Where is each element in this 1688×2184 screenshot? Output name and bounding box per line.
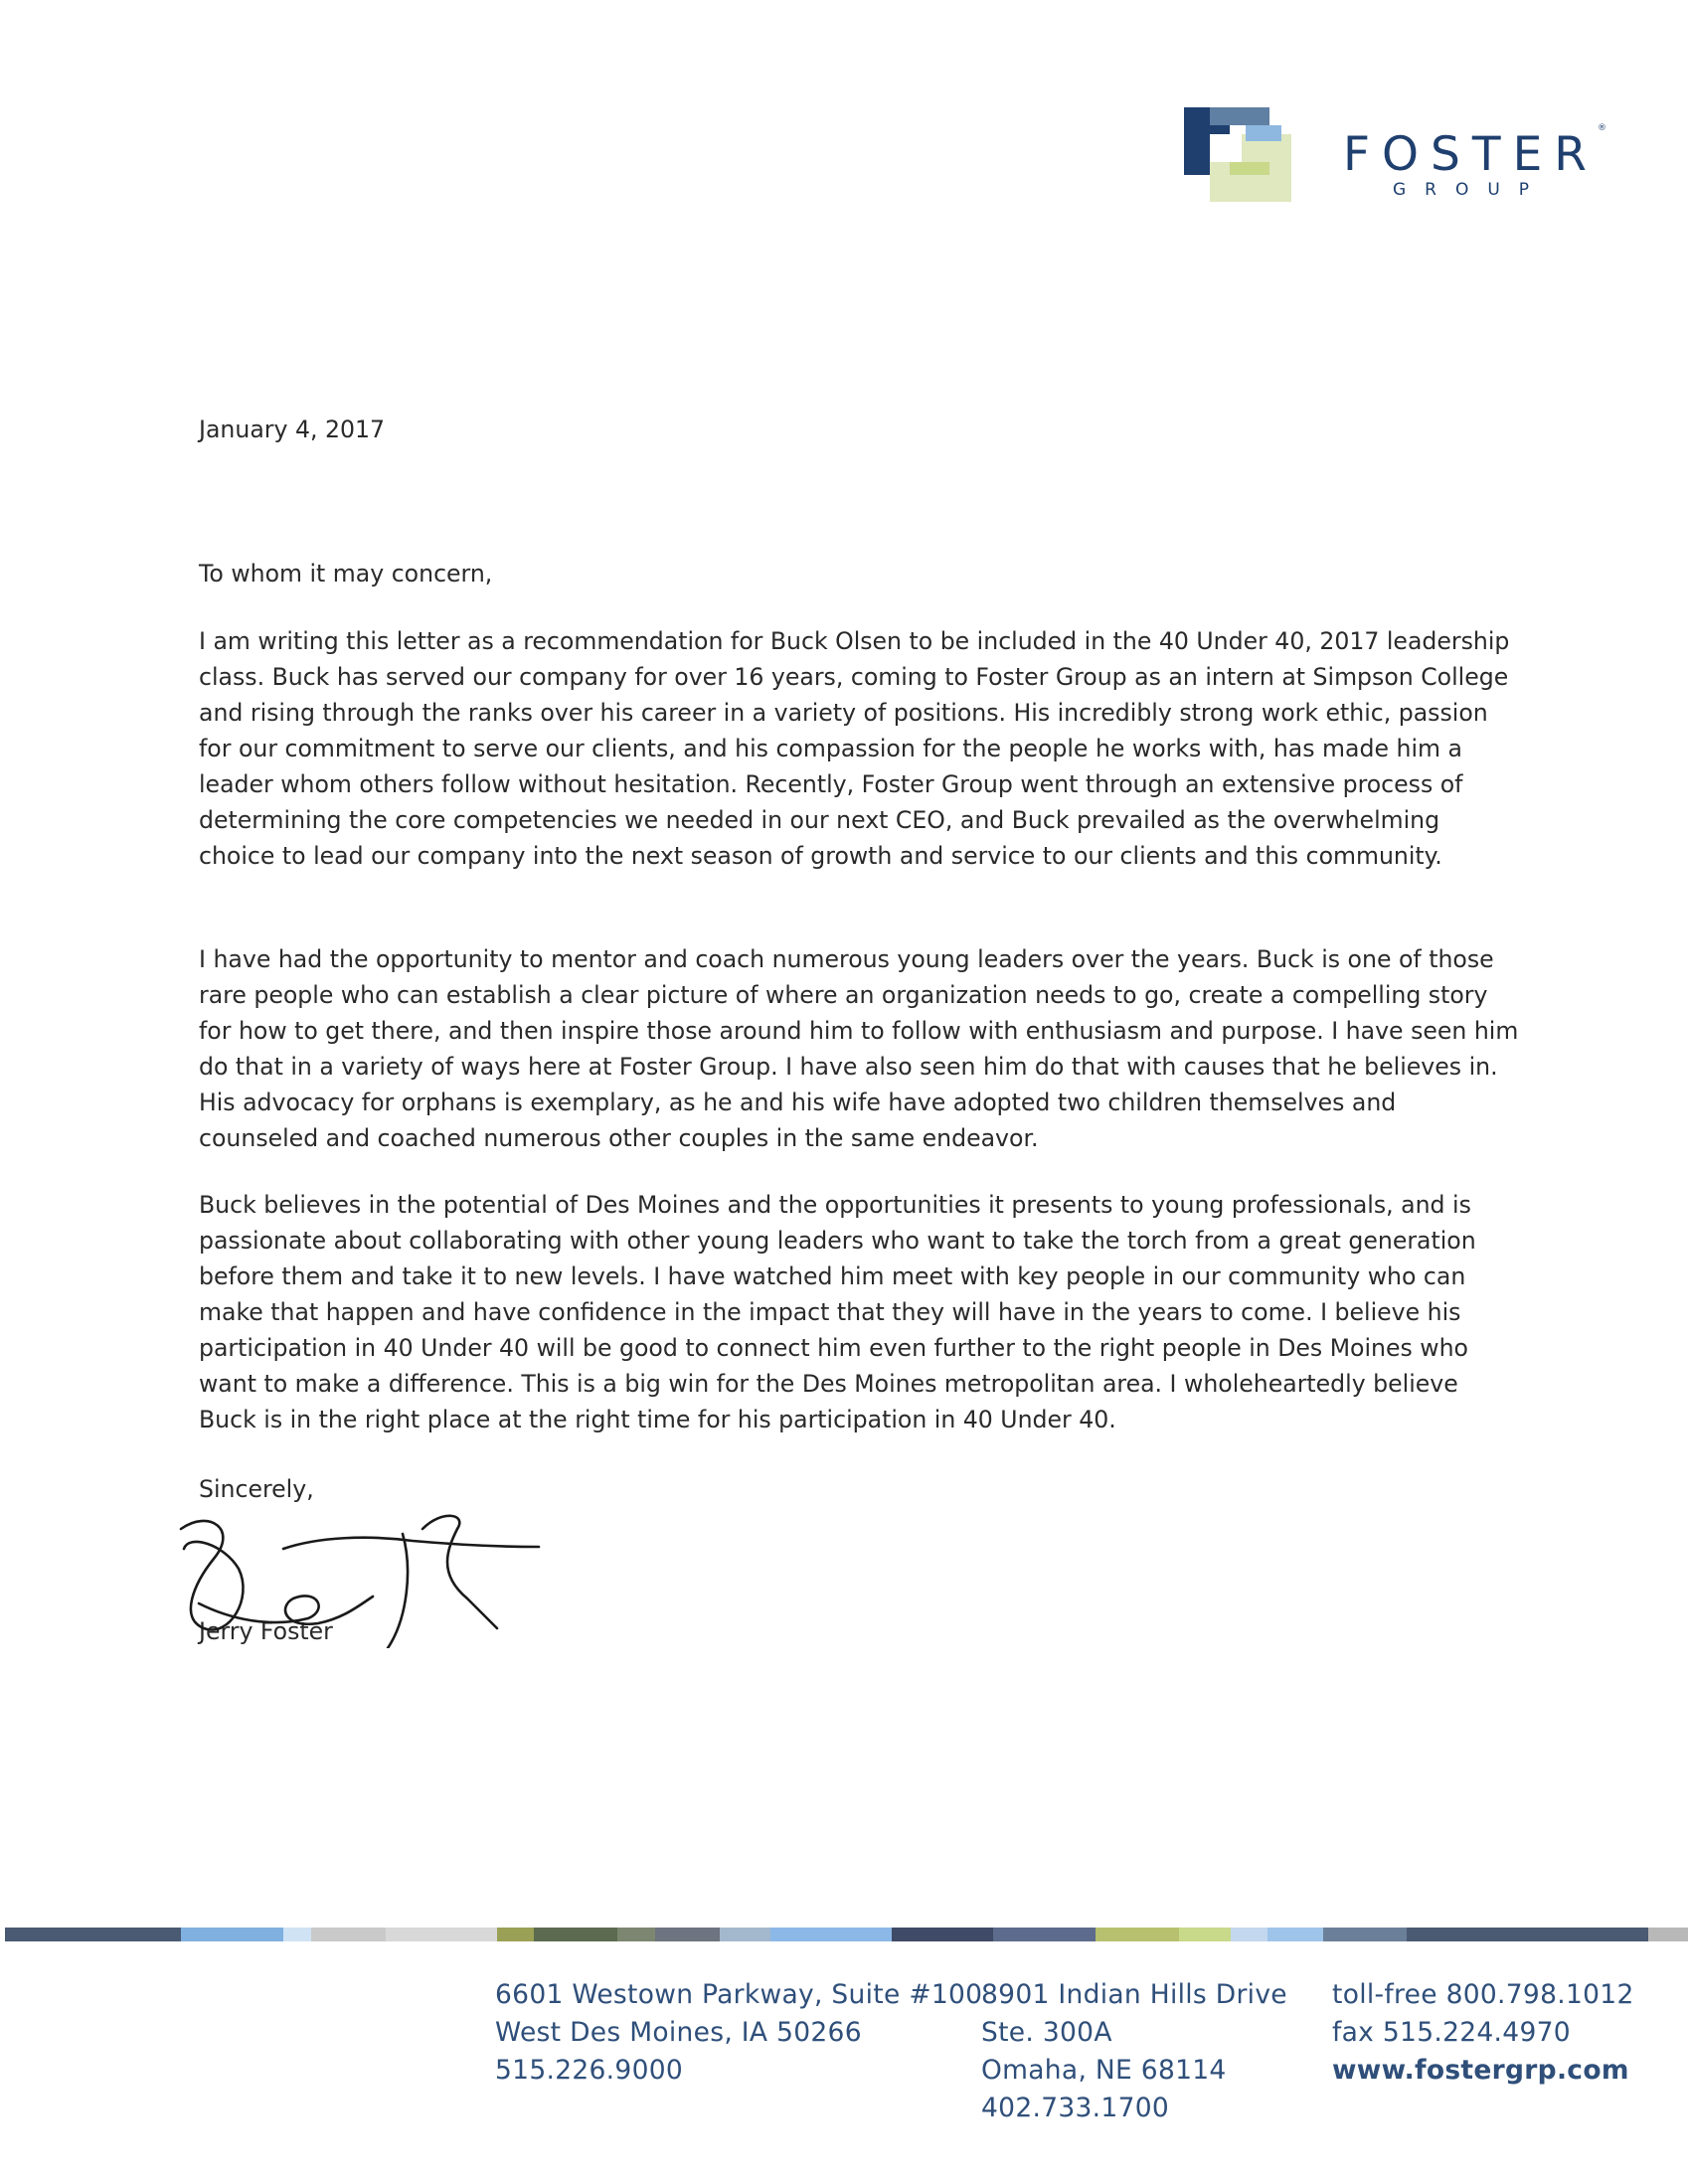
footer-line: Ste. 300A (981, 2017, 1112, 2048)
color-bar-segment (720, 1928, 770, 1941)
footer-tollfree: toll-free 800.798.1012 (1332, 1979, 1634, 2010)
registered-mark: ® (1598, 123, 1606, 133)
color-bar-segment (5, 1928, 181, 1941)
color-bar-segment (283, 1928, 311, 1941)
footer-office-west-des-moines (495, 1976, 982, 2090)
letter-closing: Sincerely, (199, 1475, 314, 1503)
logo-mark-icon (1184, 107, 1291, 202)
color-bar-segment (617, 1928, 654, 1941)
color-bar-segment (655, 1928, 720, 1941)
color-bar-segment (770, 1928, 891, 1941)
logo-wordmark: FOSTER (1343, 127, 1599, 182)
color-bar-segment (892, 1928, 994, 1941)
footer-fax: fax 515.224.4970 (1332, 2017, 1571, 2048)
letter-paragraph-3: Buck believes in the potential of Des Moines and the opportunities it presents to young professionals, and is passionate about collaborating with other young leaders who want to take the torch from a great generation before them and take it to new levels. I have watched him meet with key people in our community who can make that happen and have confidence in the impact that they will have in the years to come. I believe his participation in 40 Under 40 will be good to connect him even further to the right people in Des Moines who want to make a difference. This is a big win for the Des Moines metropolitan area. I wholeheartedly believe Buck is in the right place at the right time for his participation in 40 Under 40. (199, 1191, 1476, 1433)
color-bar-segment (181, 1928, 283, 1941)
footer-office-omaha (981, 1976, 1287, 2127)
footer-contact (1332, 1976, 1634, 2090)
color-bar-segment (1323, 1928, 1407, 1941)
footer-line: 8901 Indian Hills Drive (981, 1979, 1287, 2010)
footer-website-link[interactable]: www.fostergrp.com (1332, 2055, 1629, 2086)
color-bar-segment (1096, 1928, 1179, 1941)
company-logo (1184, 107, 1606, 202)
letter-salutation: To whom it may concern, (199, 560, 493, 588)
color-bar-segment (1179, 1928, 1230, 1941)
footer-color-bar (5, 1928, 1688, 1941)
footer-line: 402.733.1700 (981, 2093, 1170, 2123)
color-bar-segment (1407, 1928, 1648, 1941)
footer-line: 515.226.9000 (495, 2055, 684, 2086)
color-bar-segment (386, 1928, 497, 1941)
footer-line: 6601 Westown Parkway, Suite #100 (495, 1979, 983, 2010)
letter-paragraph-1: I am writing this letter as a recommendation for Buck Olsen to be included in the 40 Under 40, 2017 leadership class. Buck has served our company for over 16 years, coming to Foster Group as an intern at Simpson College and rising through the ranks over his career in a variety of positions. His incredibly strong work ethic, passion for our commitment to serve our clients, and his compassion for the people he works with, has made him a leader whom others follow without hesitation. Recently, Foster Group went through an extensive process of determining the core competencies we needed in our next CEO, and Buck prevailed as the overwhelming choice to lead our company into the next season of growth and service to our clients and this community. (199, 627, 1510, 870)
handwritten-signature (169, 1489, 547, 1648)
color-bar-segment (497, 1928, 534, 1941)
color-bar-segment (311, 1928, 386, 1941)
footer-line: Omaha, NE 68114 (981, 2055, 1227, 2086)
letter-date: January 4, 2017 (199, 416, 385, 443)
color-bar-segment (1648, 1928, 1688, 1941)
color-bar-segment (1231, 1928, 1267, 1941)
footer-line: West Des Moines, IA 50266 (495, 2017, 862, 2048)
logo-subtitle: GROUP (1393, 180, 1549, 200)
color-bar-segment (1267, 1928, 1323, 1941)
letter-paragraph-2: I have had the opportunity to mentor and coach numerous young leaders over the years. Buck is one of those rare people who can establish a clear picture of where an organization needs to go, create a compelling story for how to get there, and then inspire those around him to follow with enthusiasm and purpose. I have seen him do that in a variety of ways here at Foster Group. I have also seen him do that with causes that he believes in. His advocacy for orphans is exemplary, as he and his wife have adopted two children themselves and counseled and coached numerous other couples in the same endeavor. (199, 945, 1519, 1152)
color-bar-segment (993, 1928, 1096, 1941)
signer-name: Jerry Foster (199, 1617, 333, 1645)
color-bar-segment (534, 1928, 617, 1941)
